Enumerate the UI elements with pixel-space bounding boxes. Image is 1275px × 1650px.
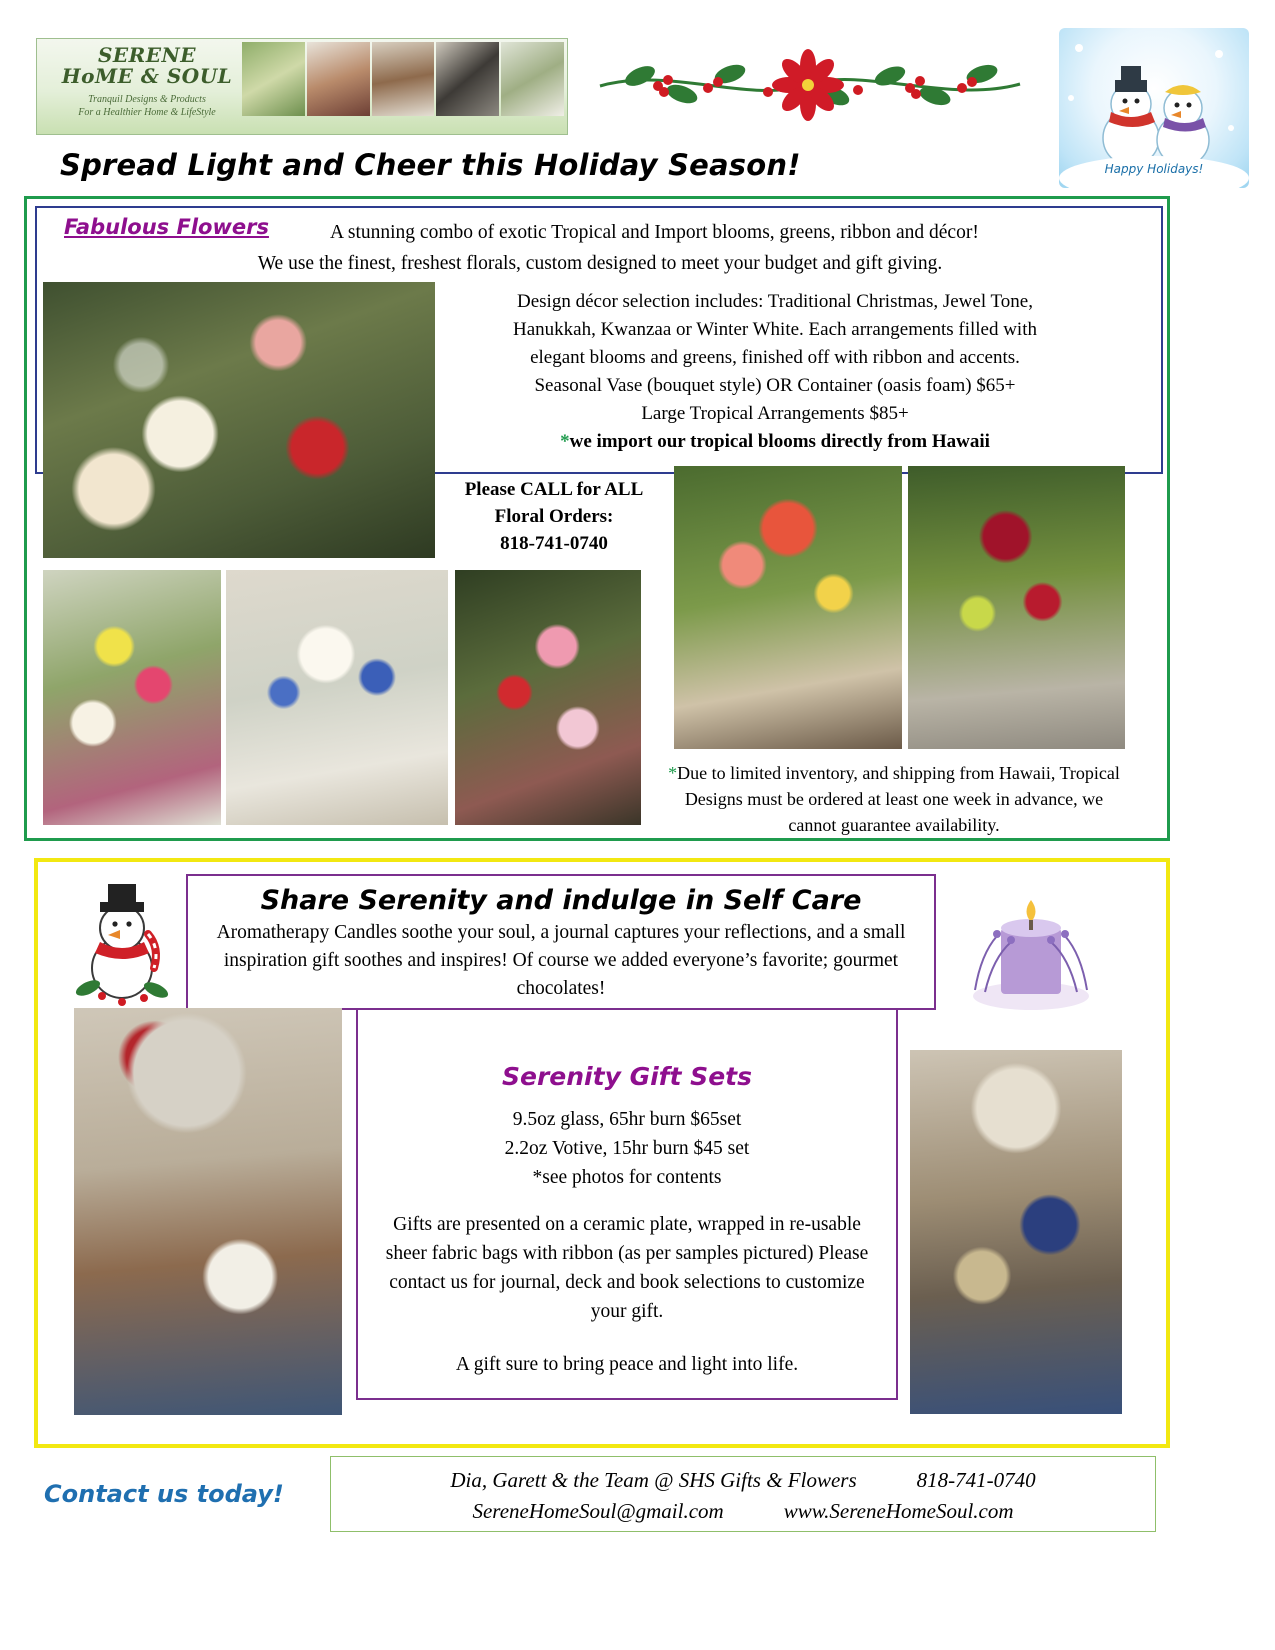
share-serenity-box	[186, 874, 936, 1010]
tropical-note-asterisk: *	[668, 763, 678, 783]
logo-photo-3	[372, 42, 435, 116]
logo-photo-1	[242, 42, 305, 116]
logo-title-line2: HoME & SOUL	[61, 64, 233, 88]
snowman-holly-icon	[64, 876, 189, 1006]
footer-website[interactable]: www.SereneHomeSoul.com	[783, 1499, 1014, 1523]
logo-photo-5	[501, 42, 564, 116]
import-note-asterisk: *	[560, 431, 570, 452]
photo-bouquet-1	[43, 570, 221, 825]
footer-contact-box	[330, 1456, 1156, 1532]
photo-bouquet-3	[455, 570, 641, 825]
gift-price-line-2: 2.2oz Votive, 15hr burn $45 set	[504, 1138, 750, 1159]
contact-us-label: Contact us today!	[44, 1480, 284, 1508]
call-line-1: Please CALL for ALL	[464, 479, 644, 500]
flowers-details	[430, 288, 1120, 456]
photo-bouquet-2	[226, 570, 448, 825]
logo-photo-2	[307, 42, 370, 116]
logo-photo-4	[436, 42, 499, 116]
footer-row-1	[331, 1465, 1155, 1496]
share-serenity-heading: Share Serenity and indulge in Self Care	[260, 885, 862, 916]
flowers-lead-line2: We use the finest, freshest florals, custom designed to meet your budget and gift giving.	[257, 253, 943, 274]
tropical-note-text: Due to limited inventory, and shipping from Hawaii, Tropical Designs must be ordered at least one week in advance, we cannot guarantee availability.	[677, 763, 1120, 835]
flowers-detail-line-1: Design décor selection includes: Traditional Christmas, Jewel Tone,	[517, 291, 1033, 312]
tropical-availability-note	[660, 760, 1128, 838]
floral-orders-phone[interactable]: 818-741-0740	[500, 533, 608, 554]
logo-title-line1: SERENE	[97, 43, 197, 67]
logo-tagline-line2: For a Healthier Home & LifeStyle	[78, 107, 216, 118]
footer-team-text: Dia, Garett & the Team @ SHS Gifts & Flowers	[450, 1468, 857, 1492]
page-header	[0, 0, 1275, 182]
logo-photo-strip	[242, 42, 564, 116]
photo-main-arrangement	[43, 282, 435, 558]
flowers-price-vase: Seasonal Vase (bouquet style) OR Container (oasis foam) $65+	[534, 375, 1016, 396]
page-title: Spread Light and Cheer this Holiday Season!	[60, 148, 801, 182]
serenity-gift-description: Gifts are presented on a ceramic plate, wrapped in re-usable sheer fabric bags with ribbon (as per samples pictured) Please contact us for journal, deck and book selections to customize your gift.	[385, 1214, 869, 1322]
call-for-orders-block	[440, 466, 668, 566]
serenity-gift-price-list	[358, 1105, 896, 1192]
happy-holidays-text: Happy Holidays!	[1104, 162, 1204, 176]
flowers-import-note	[430, 428, 1120, 456]
photo-tropical-1	[674, 466, 902, 749]
serenity-gift-sets-box	[356, 1008, 898, 1400]
flowers-lead-line1: A stunning combo of exotic Tropical and Import blooms, greens, ribbon and décor!	[330, 222, 979, 243]
logo-tagline-line1: Tranquil Designs & Products	[88, 94, 206, 105]
flowers-detail-line-3: elegant blooms and greens, finished off with ribbon and accents.	[530, 347, 1020, 368]
photo-tropical-2	[908, 466, 1125, 749]
gift-price-line-1: 9.5oz glass, 65hr burn $65set	[512, 1109, 742, 1130]
company-logo	[36, 38, 568, 135]
lavender-candle-image	[955, 870, 1107, 1020]
share-serenity-body: Aromatherapy Candles soothe your soul, a journal captures your reflections, and a small inspiration gift soothes and inspires! Of course we added everyone’s favorite; gourmet chocolates!	[216, 922, 906, 999]
serenity-gift-sets-heading: Serenity Gift Sets	[502, 1062, 752, 1091]
footer-phone[interactable]: 818-741-0740	[916, 1468, 1036, 1492]
photo-gift-set-right	[910, 1050, 1122, 1414]
footer-email[interactable]: SereneHomeSoul@gmail.com	[472, 1499, 724, 1523]
flowers-price-tropical: Large Tropical Arrangements $85+	[641, 403, 909, 424]
flowers-detail-line-2: Hanukkah, Kwanzaa or Winter White. Each arrangements filled with	[512, 319, 1037, 340]
call-line-2: Floral Orders:	[494, 506, 614, 527]
photo-gift-set-left	[74, 1008, 342, 1415]
logo-text-block	[47, 45, 247, 119]
gift-photos-note: *see photos for contents	[532, 1167, 722, 1188]
footer-row-2	[331, 1496, 1155, 1527]
holly-garland-icon	[590, 46, 1030, 124]
import-note-text: we import our tropical blooms directly from Hawaii	[569, 431, 990, 452]
snowmen-badge	[1059, 28, 1249, 188]
fabulous-flowers-heading: Fabulous Flowers	[64, 215, 269, 239]
poinsettia-icon	[772, 49, 844, 121]
serenity-gift-closing: A gift sure to bring peace and light into life.	[455, 1354, 799, 1375]
